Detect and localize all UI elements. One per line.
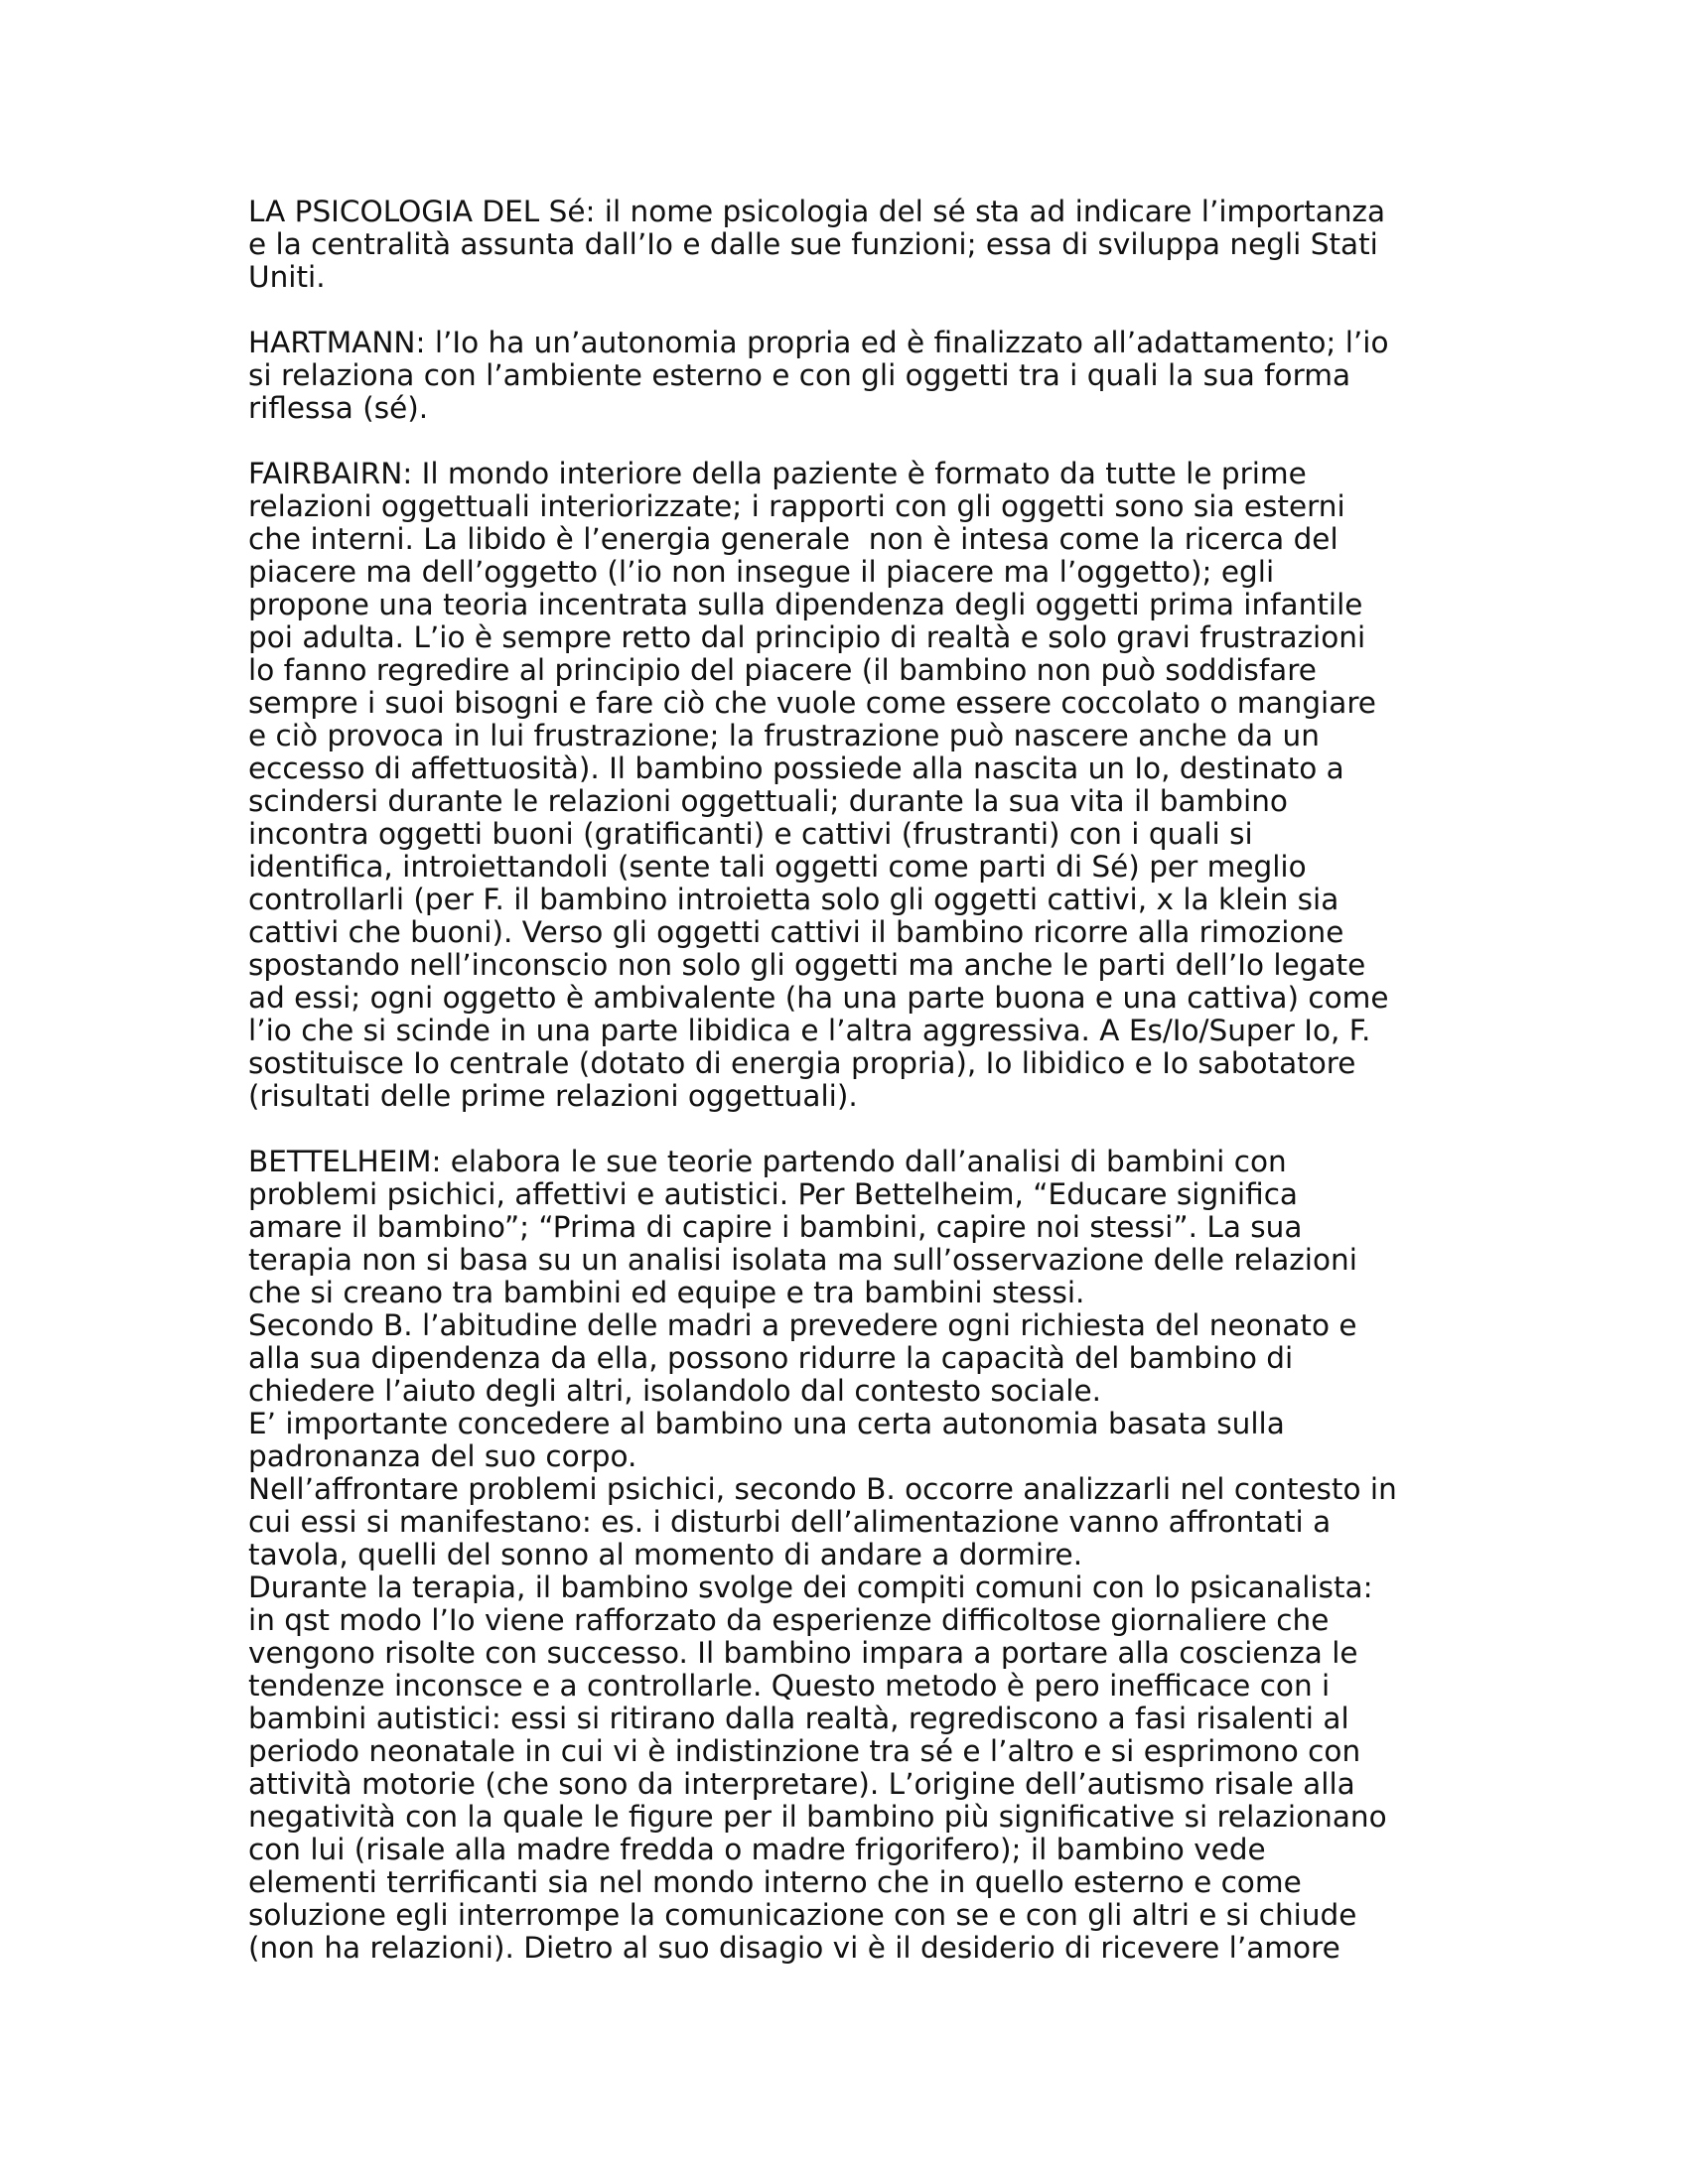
text-line: elementi terrificanti sia nel mondo interno che in quello esterno e come (248, 1865, 1302, 1899)
paragraph-gap (248, 1113, 1460, 1146)
text-line: eccesso di affettuosità). Il bambino possiede alla nascita un Io, destinato a (248, 751, 1344, 785)
text-line: incontra oggetti buoni (gratificanti) e cattivi (frustranti) con i quali si (248, 817, 1253, 851)
text-line: sempre i suoi bisogni e fare ciò che vuole come essere coccolato o mangiare (248, 686, 1376, 720)
text-line: e ciò provoca in lui frustrazione; la frustrazione può nascere anche da un (248, 719, 1320, 752)
paragraph (248, 196, 1460, 294)
text-line: spostando nell’inconscio non solo gli oggetti ma anche le parti dell’Io legate (248, 948, 1366, 982)
text-line: vengono risolte con successo. Il bambino impara a portare alla coscienza le (248, 1636, 1358, 1670)
text-line: identifica, introiettandoli (sente tali oggetti come parti di Sé) per meglio (248, 850, 1307, 884)
paragraph (248, 458, 1460, 1113)
text-line: sostituisce Io centrale (dotato di energia propria), Io libidico e Io sabotatore (248, 1046, 1356, 1080)
text-line: che interni. La libido è l’energia generale non è intesa come la ricerca del (248, 522, 1338, 556)
paragraph-gap (248, 294, 1460, 327)
text-line: Durante la terapia, il bambino svolge dei compiti comuni con lo psicanalista: (248, 1570, 1373, 1604)
paragraph (248, 1146, 1460, 1965)
text-line: propone una teoria incentrata sulla dipendenza degli oggetti prima infantile (248, 588, 1363, 621)
document-body (248, 196, 1460, 1965)
text-line: alla sua dipendenza da ella, possono ridurre la capacità del bambino di (248, 1341, 1294, 1375)
text-line: si relaziona con l’ambiente esterno e con gli oggetti tra i quali la sua forma (248, 358, 1351, 392)
text-line: relazioni oggettuali interiorizzate; i rapporti con gli oggetti sono sia esterni (248, 489, 1345, 523)
text-line: Nell’affrontare problemi psichici, secondo B. occorre analizzarli nel contesto in (248, 1472, 1397, 1506)
text-line: BETTELHEIM: elabora le sue teorie partendo dall’analisi di bambini con (248, 1145, 1287, 1178)
text-line: LA PSICOLOGIA DEL Sé: il nome psicologia del sé sta ad indicare l’importanza (248, 195, 1386, 228)
text-line: e la centralità assunta dall’Io e dalle sue funzioni; essa di sviluppa negli Stati (248, 227, 1378, 261)
text-line: cattivi che buoni). Verso gli oggetti cattivi il bambino ricorre alla rimozione (248, 915, 1344, 949)
text-line: negatività con la quale le figure per il bambino più significative si relazionano (248, 1800, 1387, 1834)
text-line: periodo neonatale in cui vi è indistinzione tra sé e l’altro e si esprimono con (248, 1734, 1361, 1768)
text-line: terapia non si basa su un analisi isolata ma sull’osservazione delle relazioni (248, 1243, 1357, 1277)
text-line: (non ha relazioni). Dietro al suo disagio vi è il desiderio di ricevere l’amore (248, 1931, 1340, 1965)
text-line: poi adulta. L’io è sempre retto dal principio di realtà e solo gravi frustrazioni (248, 620, 1366, 654)
text-line: l’io che si scinde in una parte libidica e l’altra aggressiva. A Es/Io/Super Io, F. (248, 1014, 1371, 1047)
paragraph (248, 327, 1460, 425)
text-line: tendenze inconsce e a controllarle. Questo metodo è pero inefficace con i (248, 1669, 1331, 1703)
text-line: cui essi si manifestano: es. i disturbi dell’alimentazione vanno affrontati a (248, 1505, 1332, 1539)
text-line: soluzione egli interrompe la comunicazione con se e con gli altri e si chiude (248, 1898, 1357, 1932)
text-line: lo fanno regredire al principio del piacere (il bambino non può soddisfare (248, 653, 1317, 687)
text-line: tavola, quelli del sonno al momento di andare a dormire. (248, 1538, 1083, 1571)
text-line: Uniti. (248, 260, 326, 294)
text-line: con lui (risale alla madre fredda o madre frigorifero); il bambino vede (248, 1833, 1266, 1866)
text-line: attività motorie (che sono da interpretare). L’origine dell’autismo risale alla (248, 1767, 1355, 1801)
text-line: padronanza del suo corpo. (248, 1439, 637, 1473)
text-line: controllarli (per F. il bambino introietta solo gli oggetti cattivi, x la klein sia (248, 883, 1339, 916)
text-line: FAIRBAIRN: Il mondo interiore della paziente è formato da tutte le prime (248, 457, 1307, 490)
text-line: E’ importante concedere al bambino una certa autonomia basata sulla (248, 1407, 1285, 1440)
text-line: chiedere l’aiuto degli altri, isolandolo dal contesto sociale. (248, 1374, 1102, 1408)
text-line: bambini autistici: essi si ritirano dalla realtà, regrediscono a fasi risalenti al (248, 1702, 1349, 1735)
text-line: riflessa (sé). (248, 391, 429, 425)
text-line: Secondo B. l’abitudine delle madri a prevedere ogni richiesta del neonato e (248, 1308, 1357, 1342)
text-line: (risultati delle prime relazioni oggettuali). (248, 1079, 858, 1113)
text-line: in qst modo l’Io viene rafforzato da esperienze difficoltose giornaliere che (248, 1603, 1330, 1637)
text-line: problemi psichici, affettivi e autistici. Per Bettelheim, “Educare significa (248, 1177, 1298, 1211)
text-line: che si creano tra bambini ed equipe e tra bambini stessi. (248, 1276, 1085, 1309)
text-line: HARTMANN: l’Io ha un’autonomia propria ed è finalizzato all’adattamento; l’io (248, 326, 1389, 359)
text-line: piacere ma dell’oggetto (l’io non insegue il piacere ma l’oggetto); egli (248, 555, 1275, 589)
text-line: scindersi durante le relazioni oggettuali; durante la sua vita il bambino (248, 784, 1288, 818)
text-line: amare il bambino”; “Prima di capire i bambini, capire noi stessi”. La sua (248, 1210, 1303, 1244)
text-line: ad essi; ogni oggetto è ambivalente (ha una parte buona e una cattiva) come (248, 981, 1389, 1015)
paragraph-gap (248, 425, 1460, 458)
